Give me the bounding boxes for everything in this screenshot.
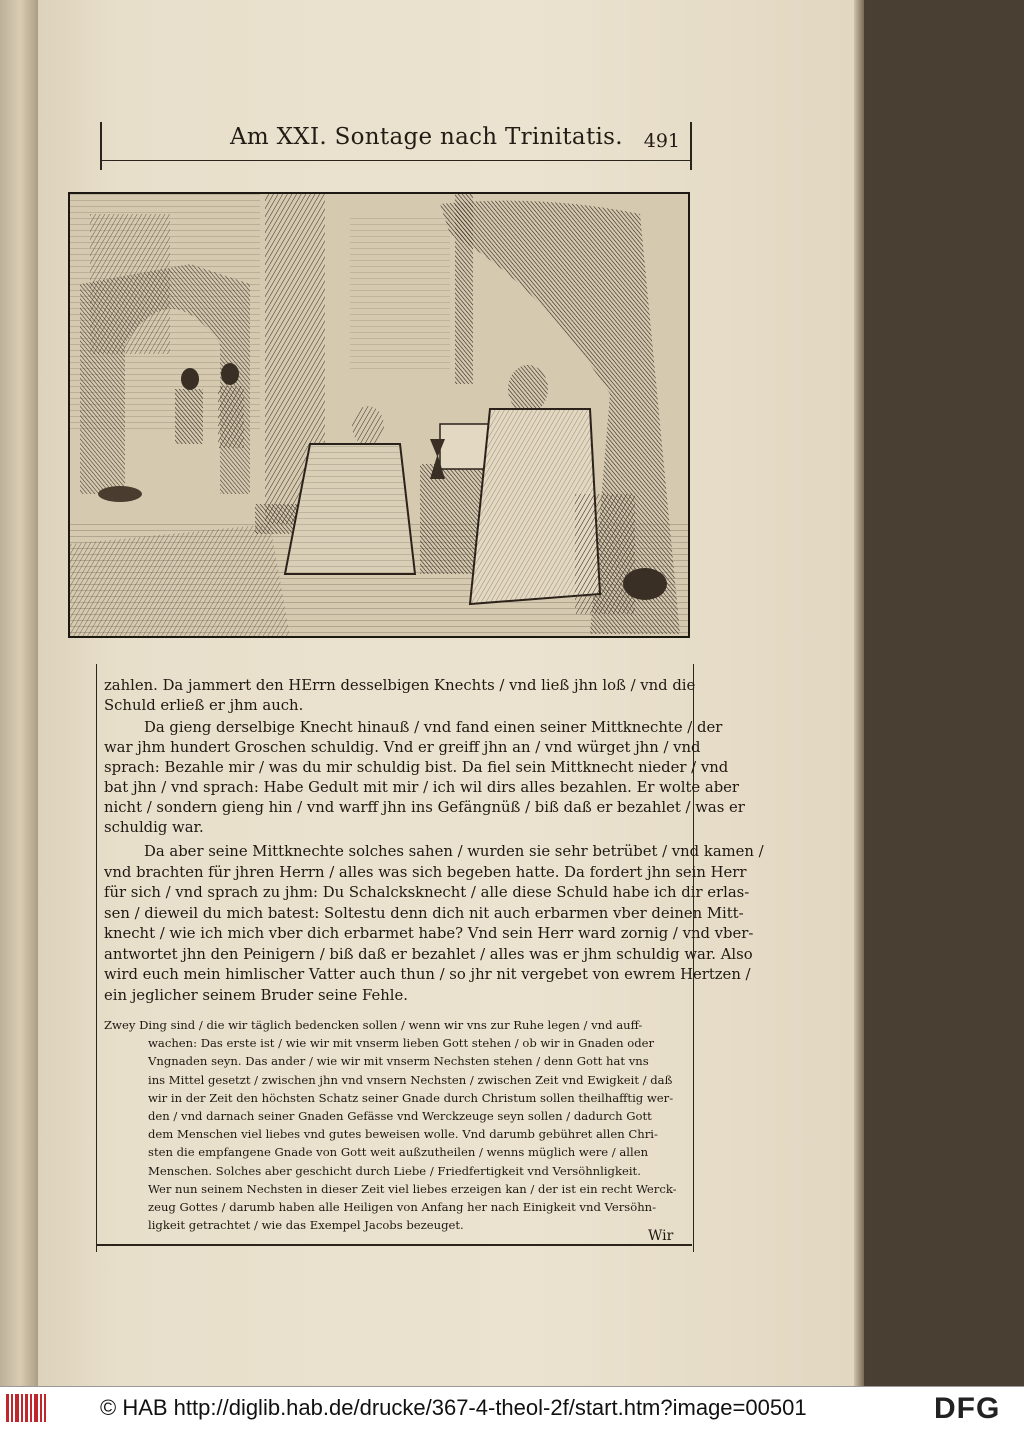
text-line: für sich / vnd sprach zu jhm: Du Schalcksknecht / alle diese Schuld habe ich dir erlas- [104, 884, 750, 901]
text-line: antwortet jhn den Peinigern / biß daß er bezahlet / alles was er jhm schuldig war. Also [104, 945, 753, 963]
text-line: wird euch mein himlischer Vatter auch thun / so jhr nit vergebet von ewrem Hertzen / [104, 966, 751, 983]
text-line: Zwey Ding sind / die wir täglich bedencken sollen / wenn wir vns zur Ruhe legen / vnd auff- [104, 1018, 643, 1032]
catchword: Wir [648, 1228, 674, 1244]
text-line: wachen: Das erste ist / wie wir mit vnserm lieben Gott stehen / ob wir in Gnaden oder [148, 1036, 655, 1051]
text-line: Da aber seine Mittknechte solches sahen / wurden sie sehr betrübet / vnd kamen / [144, 843, 764, 860]
commentary-note [104, 1016, 684, 1234]
text-line: ins Mittel gesetzt / zwischen jhn vnd vnsern Nechsten / zwischen Zeit vnd Ewigkeit / daß [148, 1072, 673, 1087]
page-fold-shadow [854, 0, 864, 1386]
engraving-illustration [68, 192, 690, 638]
text-line: knecht / wie ich mich vber dich erbarmet habe? Vnd sein Herr ward zornig / vnd vber- [104, 925, 754, 942]
text-line: bat jhn / vnd sprach: Habe Gedult mit mir / ich wil dirs alles bezahlen. Er wolte aber [104, 779, 739, 796]
footer-bar [0, 1386, 1024, 1430]
text-line: den / vnd darnach seiner Gnaden Gefässe vnd Werckzeuge seyn sollen / dadurch Gott [148, 1109, 652, 1124]
text-line: dem Menschen viel liebes vnd gutes beweisen wolle. Vnd darumb gebühret allen Chri- [148, 1127, 658, 1142]
text-line: Vngnaden seyn. Das ander / wie wir mit vnserm Nechsten stehen / denn Gott hat vns [148, 1054, 649, 1069]
text-line: nicht / sondern gieng hin / vnd warff jhn ins Gefängnüß / biß daß er bezahlet / was er [104, 799, 745, 816]
paragraph-1 [104, 676, 696, 716]
text-line: sten die empfangene Gnade von Gott weit außzutheilen / wenns müglich were / allen [148, 1145, 649, 1160]
page-number: 491 [643, 130, 680, 152]
text-line: wir in der Zeit den höchsten Schatz seiner Gnade durch Christum sollen theilhafftig wer- [148, 1090, 674, 1105]
running-head: Am XXI. Sontage nach Trinitatis. [230, 124, 623, 150]
paragraph-3 [104, 842, 764, 1006]
text-line: Schuld erließ er jhm auch. [104, 697, 304, 714]
header-right-rule [690, 122, 692, 170]
text-line: sprach: Bezahle mir / was du mir schuldig bist. Da fiel sein Mittknecht nieder / vnd [104, 759, 729, 776]
page-header [100, 122, 692, 161]
barcode-icon [6, 1394, 46, 1422]
source-citation[interactable]: © HAB http://diglib.hab.de/drucke/367-4-theol-2f/start.htm?image=00501 [100, 1395, 807, 1420]
bottom-rule [96, 1244, 692, 1246]
header-left-rule [100, 122, 102, 170]
engraving-image [70, 194, 688, 636]
text-line: ein jeglicher seinem Bruder seine Fehle. [104, 986, 408, 1004]
dfg-logo: DFG [934, 1392, 1001, 1425]
previous-page-edge [0, 0, 42, 1386]
text-line: schuldig war. [104, 819, 204, 836]
text-line: zeug Gottes / darumb haben alle Heiligen von Anfang her nach Einigkeit vnd Versöhn- [148, 1200, 657, 1215]
text-line: Wer nun seinem Nechsten in dieser Zeit viel liebes erzeigen kan / der ist ein recht Werck- [148, 1181, 677, 1196]
text-line: vnd brachten für jhren Herrn / alles was sich begeben hatte. Da fordert jhn sein Herr [104, 863, 747, 881]
text-line: zahlen. Da jammert den HErrn desselbigen Knechts / vnd ließ jhn loß / vnd die [104, 677, 696, 694]
text-line: Menschen. Solches aber geschicht durch Liebe / Friedfertigkeit vnd Versöhnligkeit. [148, 1163, 641, 1178]
text-line: war jhm hundert Groschen schuldig. Vnd er greiff jhn an / vnd würget jhn / vnd [104, 739, 701, 756]
text-line: sen / dieweil du mich batest: Soltestu denn dich nit auch erbarmen vber deinen Mitt- [104, 904, 744, 922]
book-edge-background [854, 0, 1024, 1386]
text-line: ligkeit getrachtet / wie das Exempel Jacobs bezeuget. [148, 1218, 464, 1233]
text-line: Da gieng derselbige Knecht hinauß / vnd fand einen seiner Mittknechte / der [144, 719, 723, 736]
paragraph-2 [104, 718, 745, 838]
